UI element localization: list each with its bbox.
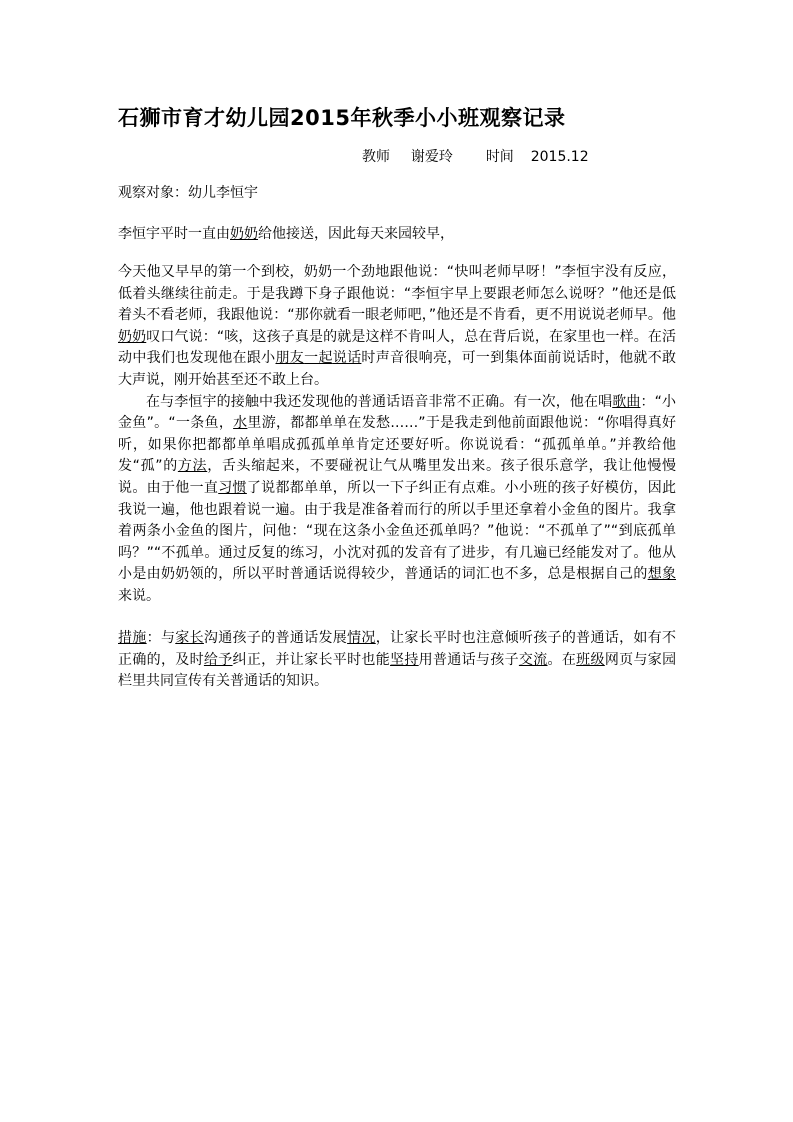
text-run: ，舌头缩起来，不要碰祝让气从嘴里发出来。孩子很乐意学，我让他慢慢说。由于他一直	[118, 458, 676, 496]
observation-subject: 观察对象：幼儿李恒宇	[118, 185, 258, 201]
underlined-term: 交流	[518, 651, 548, 668]
underlined-term: 朋友	[275, 350, 305, 367]
underlined-term: 班级	[576, 651, 605, 668]
underlined-term: 一起	[304, 350, 333, 367]
text-run: ：“小金鱼”。“一条鱼，	[118, 393, 677, 432]
underlined-term: 给予	[203, 651, 233, 668]
text-run: 网页与家园栏里共同宣传有关普通话的知识。	[118, 651, 677, 690]
text-run: 纠正，并让家长平时也能	[232, 651, 391, 668]
underlined-term: 习惯	[218, 479, 247, 496]
paragraph-1	[118, 224, 676, 246]
text-run: 今天他又早早的第一个到校，奶奶一个劲地跟他说：“快叫老师早呀！”李恒宇没有反应，低着头继续往前走。于是我蹲下身子跟他说：“李恒宇早上要跟老师怎么说呀？”他还是低着头不看老师，我跟他说：“那你就看一眼老师吧，”他还是不肯看，更不用说说老师早。他	[118, 264, 676, 324]
underlined-term: 奶奶	[230, 226, 258, 242]
paragraph-3	[118, 392, 676, 608]
text-run: 给他接送，因此每天来园较早，	[258, 226, 454, 242]
text-run: 李恒宇平时一直由	[118, 226, 230, 242]
underlined-term: 情况	[347, 630, 376, 646]
text-run: 叹口气说：“咳，这孩子真是的就是这样不肯叫人，总在背后说，在家里也一样。在活动中我们也发现他在跟小	[118, 328, 676, 367]
text-run: 时声音很响亮，可一到集体面前说话时，他就不敢大声说，刚开始甚至还不敢上台。	[118, 350, 677, 388]
text-run: 。在	[547, 651, 577, 668]
text-run: 用普通话与孩子	[418, 651, 519, 668]
underlined-term: 奶奶	[118, 328, 147, 345]
paragraph-4	[118, 628, 676, 693]
teacher-name: 谢爱玲	[410, 149, 453, 165]
underlined-term: 方法	[177, 458, 208, 475]
underlined-term: 歌曲	[612, 393, 641, 410]
teacher-label: 教师	[362, 149, 390, 165]
byline	[362, 146, 589, 166]
text-run: ：与	[146, 630, 176, 646]
text-run: 来说。	[118, 587, 160, 604]
text-run: 在与李恒宇的接触中我还发现他的普通话语音非常不正确。有一次，他在唱	[146, 393, 613, 410]
underlined-term: 想象	[647, 566, 677, 583]
underlined-term: 家长	[175, 630, 204, 646]
underlined-term: 坚持	[390, 651, 419, 668]
text-run: 里游，都都单单在发愁……”于是我走到他前面跟他说：“你唱得真好听，如果你把都都单单唱成孤孤单单肯定还要好听。你说说看：“孤孤单单。”并教给他发“孤”的	[118, 415, 676, 475]
text-run: 沟通孩子的普通话发展	[203, 630, 348, 646]
paragraph-2	[118, 262, 676, 392]
underlined-term: 水	[233, 415, 248, 432]
text-run: 了说都都单单，所以一下子纠正有点难。小小班的孩子好模仿，因此我说一遍，他也跟着说一遍。由于我是准备着而行的所以手里还拿着小金鱼的图片。我拿着两条小金鱼的图片，问他：“现在这条小金鱼还孤单吗？”他说：“不孤单了”“到底孤单吗？”“不孤单。通过反复的练习，小沈对孤的发音有了进步，有几遍已经能发对了。他从小是由奶奶领的，所以平时普通话说得较少，普通话的词汇也不多，总是根据自己的	[118, 479, 677, 583]
time-value: 2015.12	[530, 149, 589, 165]
paragraph-2-3	[118, 262, 676, 608]
time-label: 时间	[485, 149, 514, 165]
text-run: ，让家长平时也注意倾听孩子的普通话，如有不正确的，及时	[118, 630, 677, 668]
document-title: 石狮市育才幼儿园2015年秋季小小班观察记录	[118, 106, 566, 130]
underlined-term: 说话	[332, 350, 362, 367]
underlined-term: 措施	[118, 630, 147, 646]
